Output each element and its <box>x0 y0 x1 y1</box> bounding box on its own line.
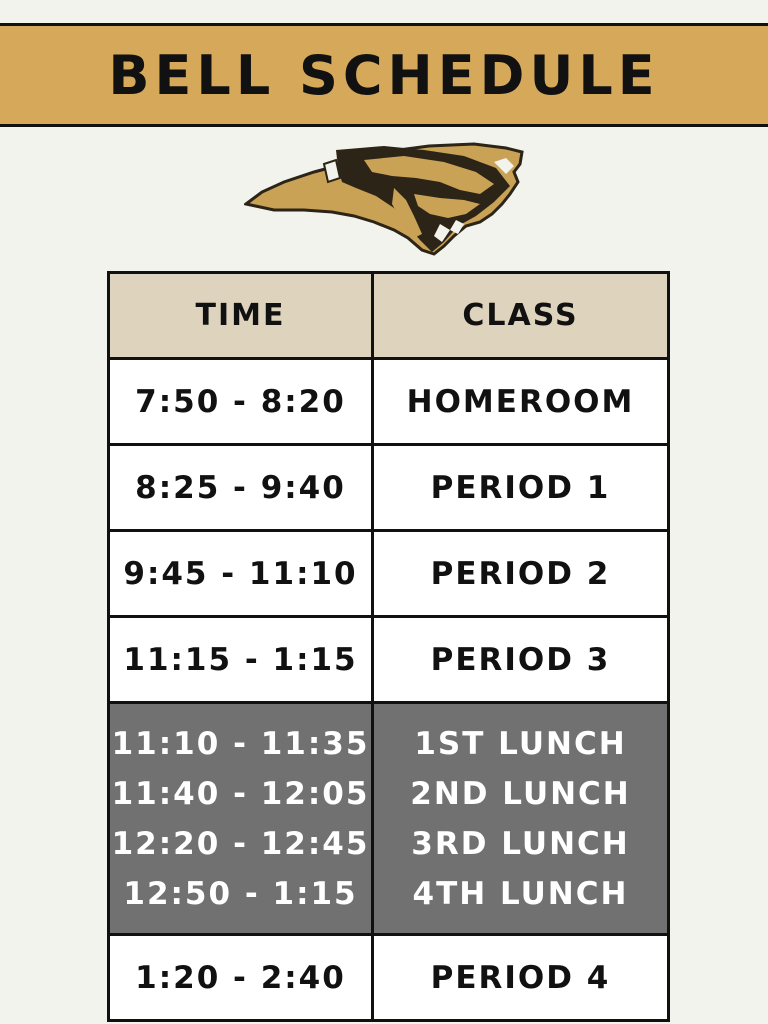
cougar-over-north-carolina-icon <box>244 142 526 258</box>
lunch-name: 1ST LUNCH <box>414 725 627 762</box>
bell-schedule-table <box>107 271 670 1022</box>
time-cell: 9:45 - 11:10 <box>109 531 373 617</box>
time-cell: 8:25 - 9:40 <box>109 445 373 531</box>
lunch-row <box>109 703 669 935</box>
page-title: BELL SCHEDULE <box>108 43 660 107</box>
lunch-names-cell <box>373 703 669 935</box>
lunch-time: 12:50 - 1:15 <box>123 875 358 912</box>
time-cell: 1:20 - 2:40 <box>109 935 373 1021</box>
lunch-name: 3RD LUNCH <box>411 825 630 862</box>
table-row <box>109 445 669 531</box>
table-row <box>109 935 669 1021</box>
lunch-time: 11:10 - 11:35 <box>111 725 370 762</box>
table-row <box>109 617 669 703</box>
title-banner <box>0 23 768 127</box>
class-cell: PERIOD 4 <box>373 935 669 1021</box>
lunch-time: 11:40 - 12:05 <box>111 775 370 812</box>
table-row <box>109 359 669 445</box>
class-column-header: CLASS <box>373 273 669 359</box>
class-cell: PERIOD 2 <box>373 531 669 617</box>
time-cell: 7:50 - 8:20 <box>109 359 373 445</box>
lunch-name: 2ND LUNCH <box>410 775 631 812</box>
table-row <box>109 531 669 617</box>
class-cell: PERIOD 1 <box>373 445 669 531</box>
time-cell: 11:15 - 1:15 <box>109 617 373 703</box>
time-column-header: TIME <box>109 273 373 359</box>
class-cell: HOMEROOM <box>373 359 669 445</box>
lunch-name: 4TH LUNCH <box>412 875 629 912</box>
table-header-row <box>109 273 669 359</box>
class-cell: PERIOD 3 <box>373 617 669 703</box>
lunch-time: 12:20 - 12:45 <box>111 825 370 862</box>
lunch-times-cell <box>109 703 373 935</box>
